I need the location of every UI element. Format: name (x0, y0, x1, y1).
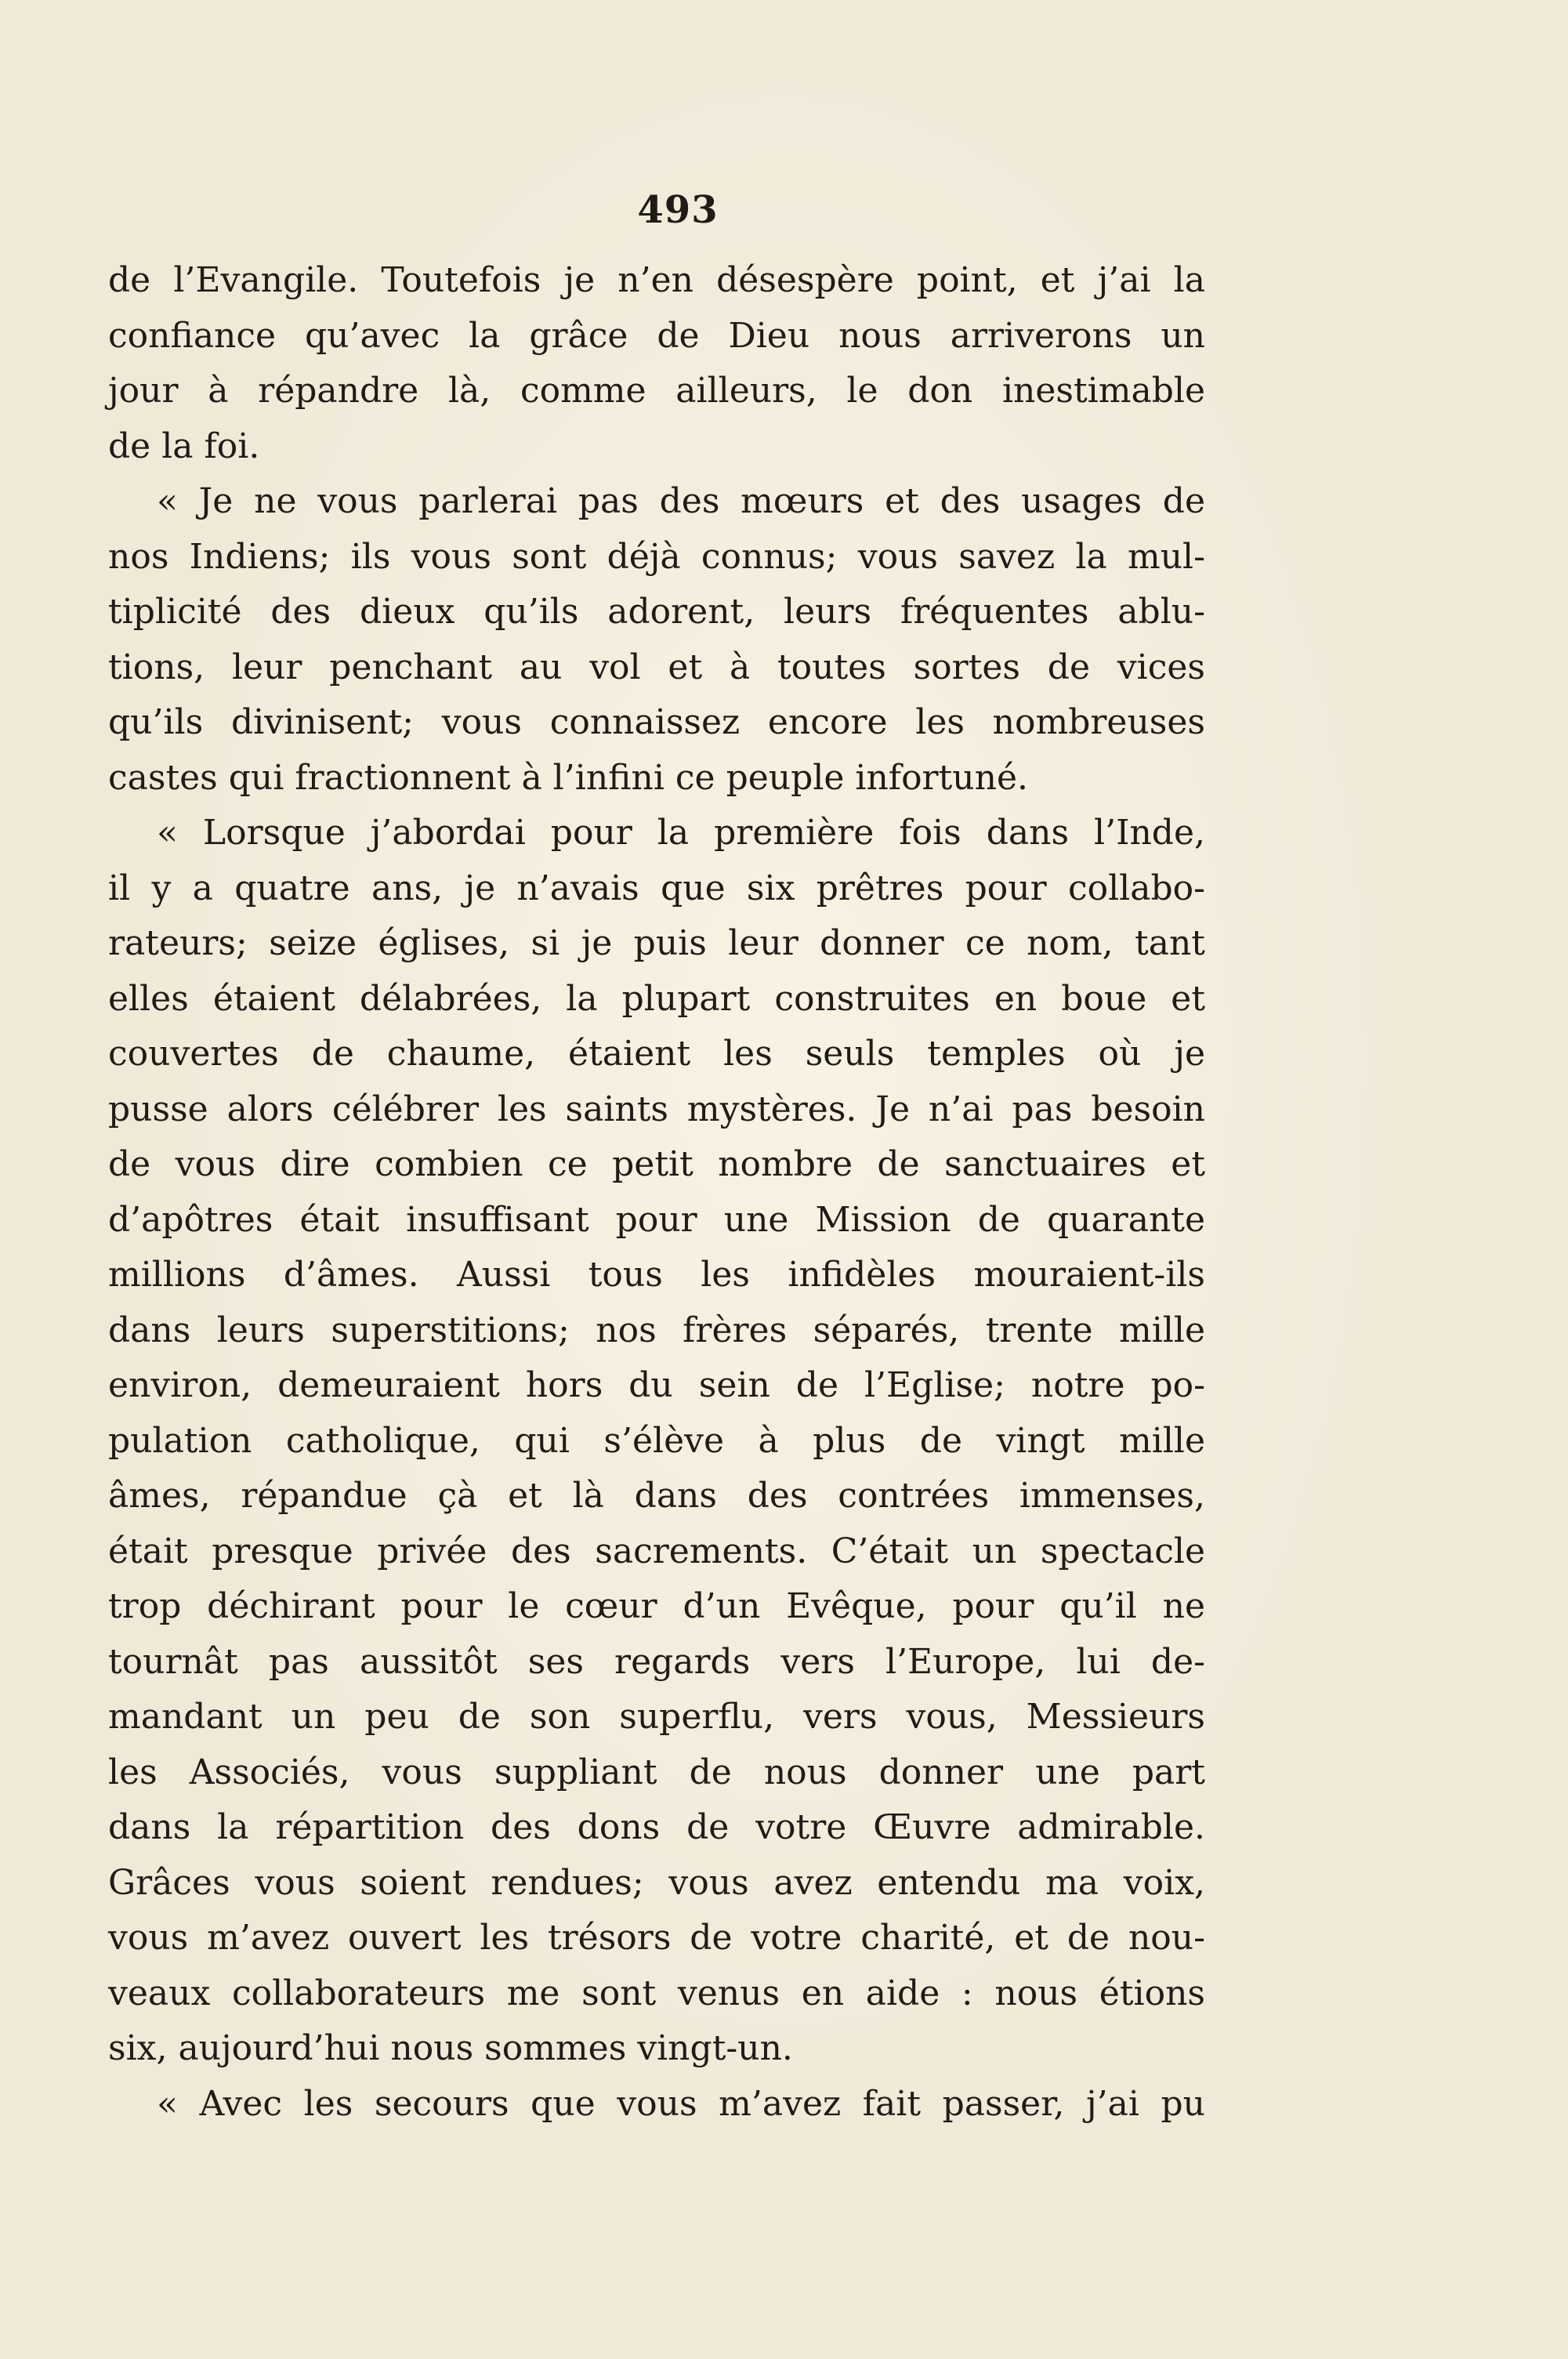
text-line: était presque privée des sacrements. C’était un spectacle (108, 1531, 1205, 1571)
text-line: rateurs; seize églises, si je puis leur donner ce nom, tant (108, 923, 1205, 963)
text-line: dans la répartition des dons de votre Œuvre admirable. (108, 1807, 1205, 1847)
text-line: « Lorsque j’abordai pour la première fois dans l’Inde, (157, 813, 1205, 853)
text-line: pulation catholique, qui s’élève à plus de vingt mille (108, 1420, 1205, 1461)
text-line: de l’Evangile. Toutefois je n’en désespère point, et j’ai la (108, 260, 1205, 300)
text-line: castes qui fractionnent à l’infini ce peuple infortuné. (108, 757, 1028, 798)
text-line: trop déchirant pour le cœur d’un Evêque, pour qu’il ne (108, 1586, 1205, 1626)
text-line: tournât pas aussitôt ses regards vers l’Europe, lui de- (108, 1641, 1205, 1682)
text-line: couvertes de chaume, étaient les seuls temples où je (108, 1034, 1205, 1074)
text-line: dans leurs superstitions; nos frères séparés, trente mille (108, 1310, 1205, 1350)
text-line: qu’ils divinisent; vous connaissez encore les nombreuses (108, 702, 1205, 742)
text-line: « Je ne vous parlerai pas des mœurs et des usages de (157, 481, 1205, 521)
text-line: pusse alors célébrer les saints mystères. Je n’ai pas besoin (108, 1089, 1205, 1129)
text-line: nos Indiens; ils vous sont déjà connus; vous savez la mul- (108, 536, 1205, 577)
text-line: tions, leur penchant au vol et à toutes sortes de vices (108, 647, 1205, 687)
text-line: vous m’avez ouvert les trésors de votre charité, et de nou- (108, 1918, 1205, 1958)
text-line: d’apôtres était insuffisant pour une Mission de quarante (108, 1199, 1205, 1240)
text-line: « Avec les secours que vous m’avez fait passer, j’ai pu (157, 2083, 1205, 2124)
text-line: il y a quatre ans, je n’avais que six prêtres pour collabo- (108, 868, 1205, 908)
text-line: six, aujourd’hui nous sommes vingt-un. (108, 2028, 793, 2068)
text-line: confiance qu’avec la grâce de Dieu nous arriverons un (108, 315, 1205, 356)
text-line: mandant un peu de son superflu, vers vous, Messieurs (108, 1697, 1205, 1737)
text-line: de vous dire combien ce petit nombre de sanctuaires et (108, 1144, 1205, 1184)
text-line: les Associés, vous suppliant de nous donner une part (108, 1752, 1205, 1792)
text-line: elles étaient délabrées, la plupart construites en boue et (108, 978, 1205, 1019)
body-text (108, 253, 1205, 2132)
text-line: jour à répandre là, comme ailleurs, le don inestimable (108, 371, 1205, 411)
text-line: âmes, répandue çà et là dans des contrées immenses, (108, 1476, 1205, 1516)
page-number: 493 (637, 188, 719, 232)
text-line: millions d’âmes. Aussi tous les infidèles mouraient-ils (108, 1255, 1205, 1295)
text-line: environ, demeuraient hors du sein de l’Eglise; notre po- (108, 1365, 1205, 1405)
text-line: tiplicité des dieux qu’ils adorent, leurs fréquentes ablu- (108, 592, 1205, 632)
text-line: veaux collaborateurs me sont venus en aide : nous étions (108, 1973, 1205, 2013)
text-line: Grâces vous soient rendues; vous avez entendu ma voix, (108, 1862, 1205, 1903)
text-line: de la foi. (108, 426, 260, 466)
